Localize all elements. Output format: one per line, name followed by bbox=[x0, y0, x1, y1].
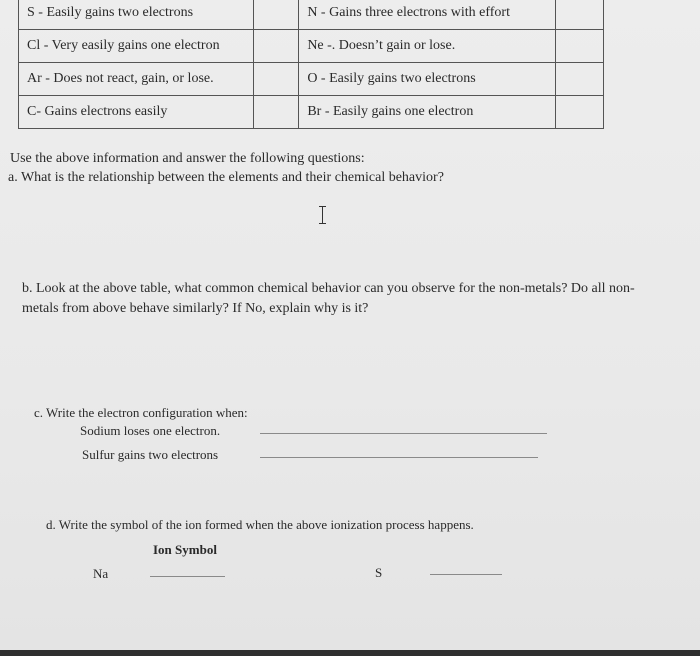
table-cell-left: Ar - Does not react, gain, or lose. bbox=[19, 63, 254, 96]
ion-symbol-header: Ion Symbol bbox=[153, 542, 217, 557]
sulfur-answer-line[interactable] bbox=[260, 457, 538, 458]
table-cell-blank bbox=[253, 30, 299, 63]
table-cell-right: O - Easily gains two electrons bbox=[299, 63, 556, 96]
table-cell-right: Ne -. Doesn’t gain or lose. bbox=[299, 30, 556, 63]
table-row bbox=[19, 63, 604, 96]
table-cell-right: Br - Easily gains one electron bbox=[299, 96, 556, 129]
table-cell-blank bbox=[253, 0, 299, 30]
page-edge bbox=[0, 650, 700, 656]
question-b-line-1: b. Look at the above table, what common chemical behavior can you observe for the non-metals? Do all non- bbox=[22, 281, 635, 296]
table-cell-right: N - Gains three electrons with effort bbox=[299, 0, 556, 30]
question-c: c. Write the electron configuration when: bbox=[34, 405, 248, 420]
question-b-line-2: metals from above behave similarly? If No, explain why is it? bbox=[22, 301, 369, 316]
table-cell-blank bbox=[253, 63, 299, 96]
table-cell-blank bbox=[556, 63, 604, 96]
element-behavior-table bbox=[18, 0, 604, 129]
table-cell-blank bbox=[556, 0, 604, 30]
na-ion-answer-line[interactable] bbox=[150, 576, 225, 577]
s-label: S bbox=[375, 565, 383, 580]
table-cell-left: Cl - Very easily gains one electron bbox=[19, 30, 254, 63]
question-a: a. What is the relationship between the elements and their chemical behavior? bbox=[8, 170, 444, 185]
table-cell-blank bbox=[253, 96, 299, 129]
s-ion-answer-line[interactable] bbox=[430, 574, 502, 575]
sulfur-item-label: Sulfur gains two electrons bbox=[82, 447, 219, 462]
table-cell-left: S - Easily gains two electrons bbox=[19, 0, 254, 30]
table-row bbox=[19, 0, 604, 30]
table-row bbox=[19, 96, 604, 129]
sodium-answer-line[interactable] bbox=[260, 433, 547, 434]
table-row bbox=[19, 30, 604, 63]
question-d: d. Write the symbol of the ion formed when the above ionization process happens. bbox=[46, 517, 474, 532]
table-cell-blank bbox=[556, 30, 604, 63]
na-label: Na bbox=[93, 566, 109, 581]
table-cell-blank bbox=[556, 96, 604, 129]
text-cursor-icon bbox=[318, 206, 328, 224]
table-cell-left: C- Gains electrons easily bbox=[19, 96, 254, 129]
instructions-text: Use the above information and answer the following questions: bbox=[10, 151, 365, 166]
sodium-item-label: Sodium loses one electron. bbox=[80, 423, 221, 438]
